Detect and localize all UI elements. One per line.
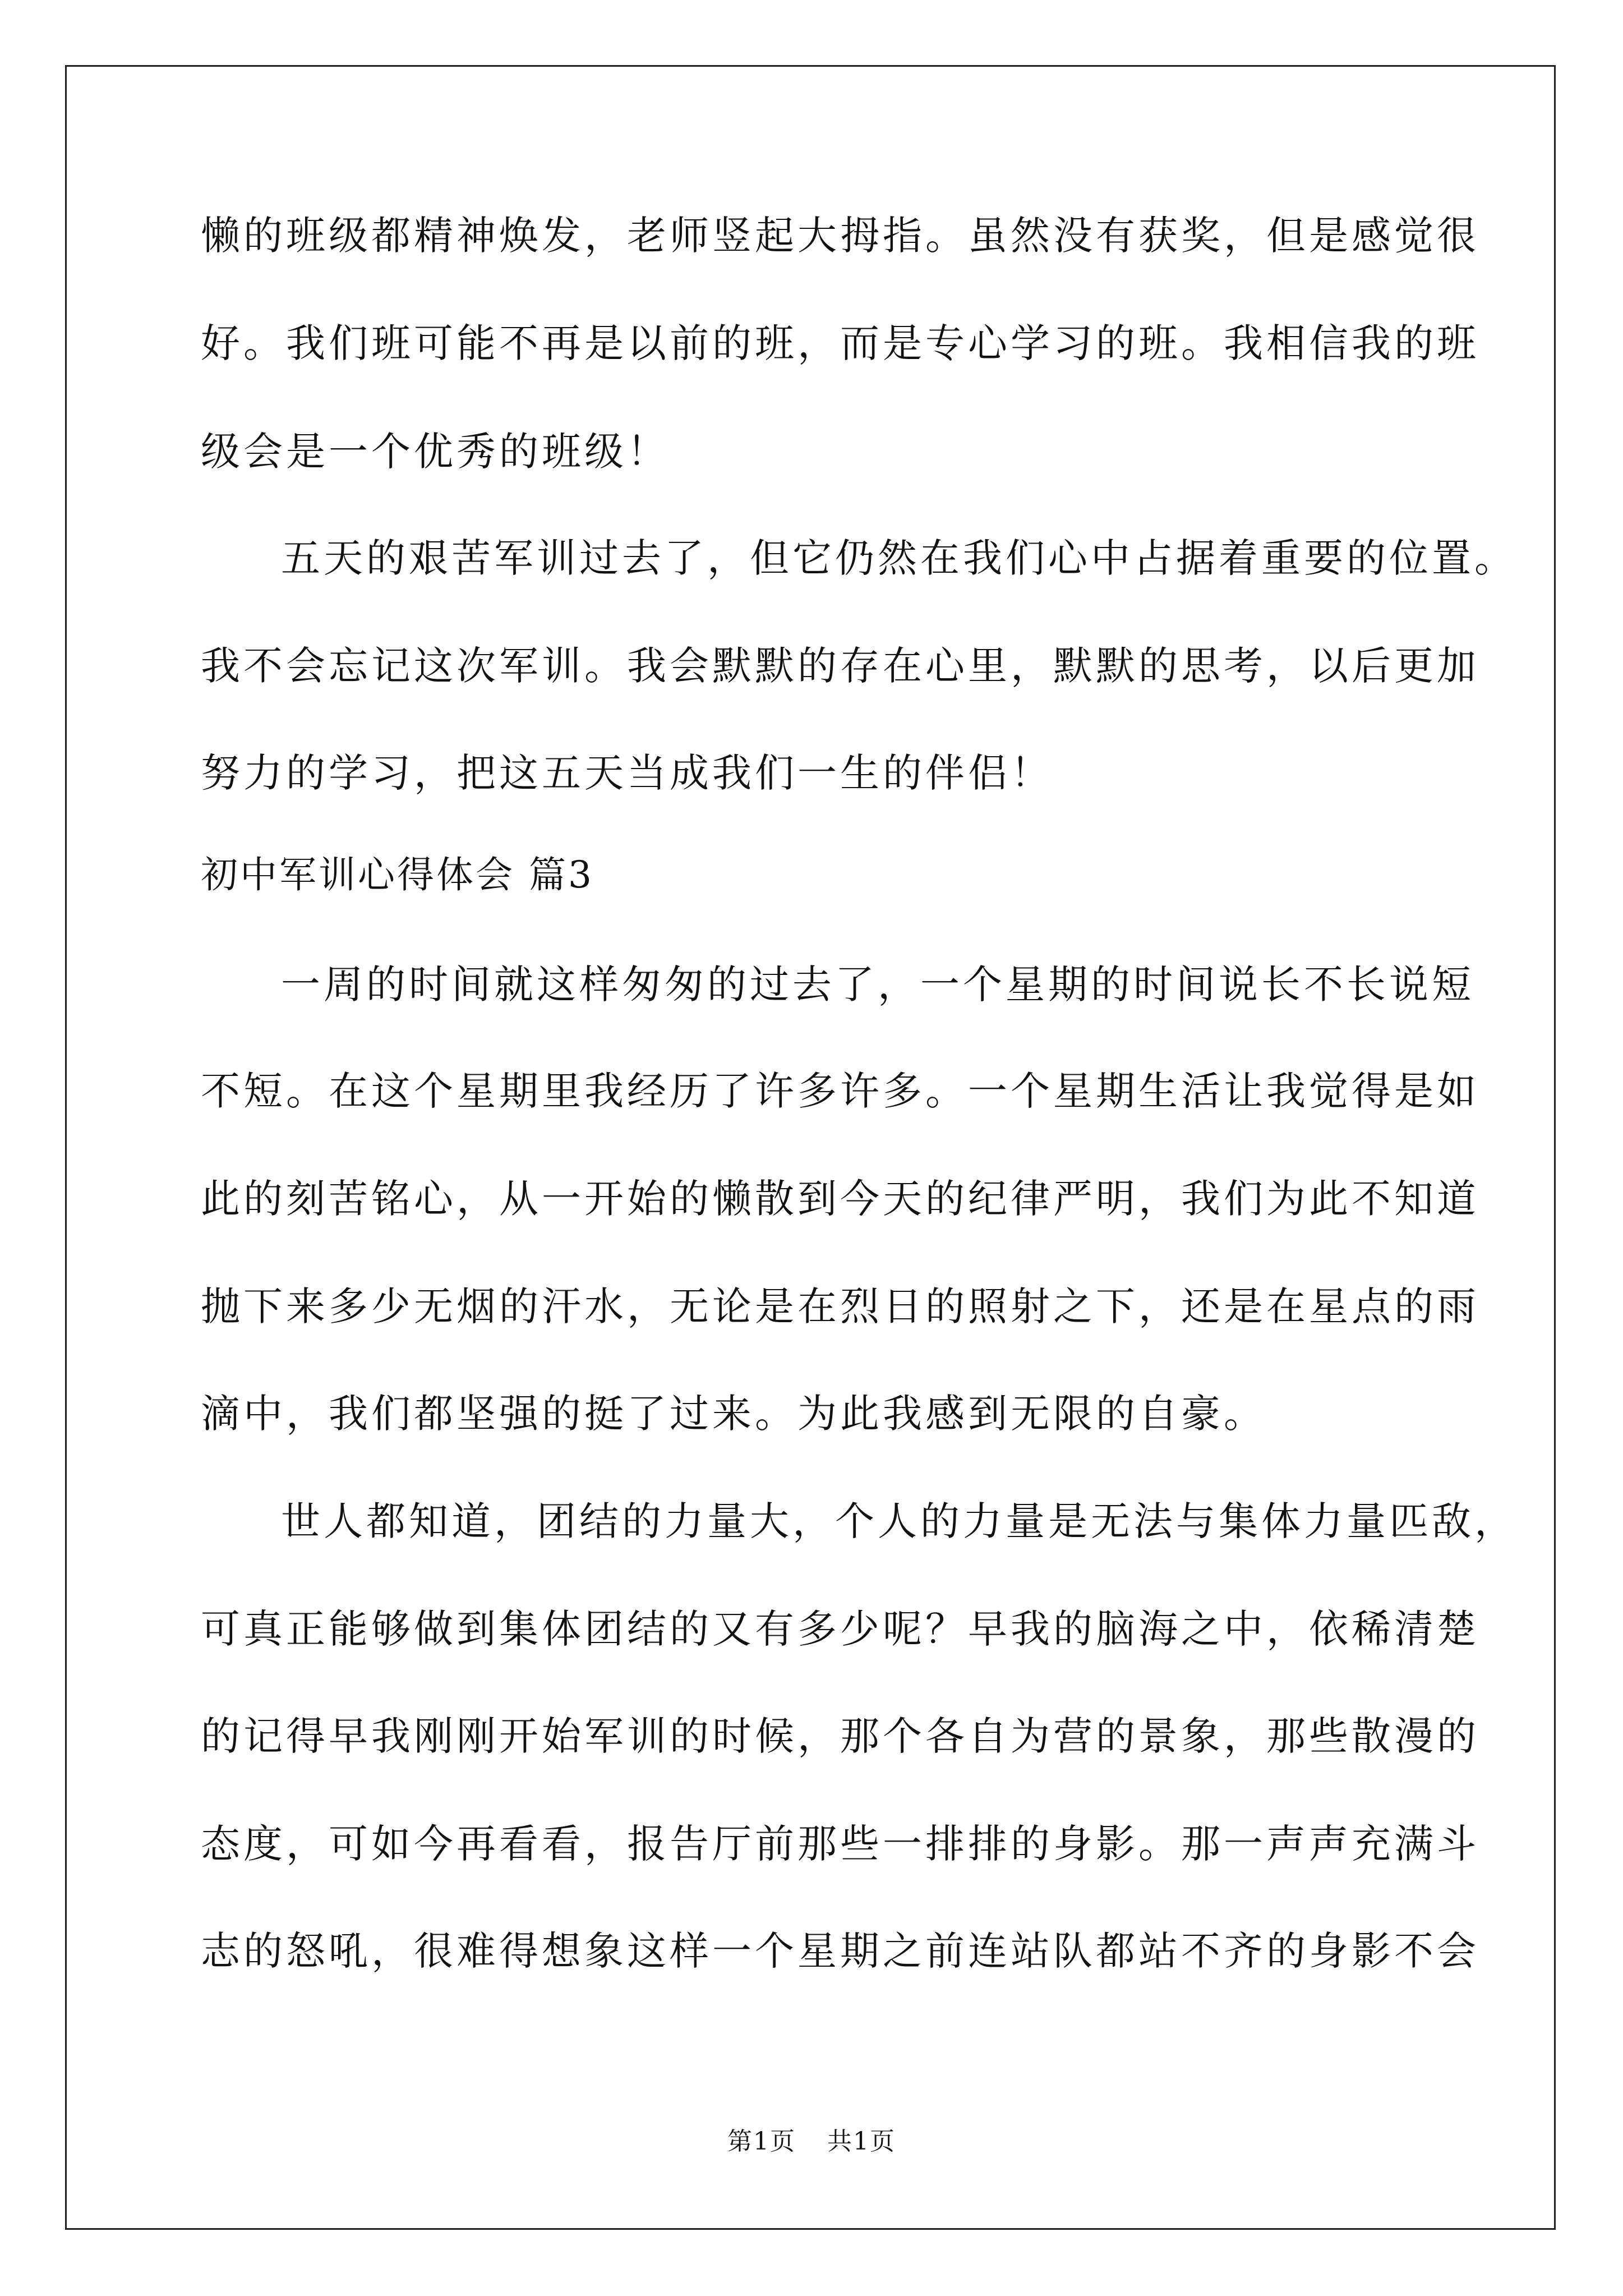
text-line: 我不会忘记这次军训。我会默默的存在心里，默默的思考，以后更加 <box>201 643 1479 689</box>
section-heading: 初中军训心得体会 篇3 <box>201 853 594 896</box>
text-line: 可真正能够做到集体团结的又有多少呢？早我的脑海之中，依稀清楚 <box>201 1606 1479 1652</box>
text-line: 级会是一个优秀的班级！ <box>201 429 670 475</box>
text-line: 不短。在这个星期里我经历了许多许多。一个星期生活让我觉得是如 <box>201 1068 1479 1114</box>
page-footer <box>0 2125 1623 2159</box>
text-line: 世人都知道，团结的力量大，个人的力量是无法与集体力量匹敌， <box>281 1498 1517 1544</box>
text-line: 抛下来多少无烟的汗水，无论是在烈日的照射之下，还是在星点的雨 <box>201 1283 1479 1329</box>
text-line: 此的刻苦铭心，从一开始的懒散到今天的纪律严明，我们为此不知道 <box>201 1176 1479 1222</box>
page-total: 共1页 <box>827 2127 896 2156</box>
text-line: 一周的时间就这样匆匆的过去了，一个星期的时间说长不长说短 <box>281 961 1474 1007</box>
text-line: 好。我们班可能不再是以前的班，而是专心学习的班。我相信我的班 <box>201 320 1479 366</box>
text-line: 志的怒吼，很难得想象这样一个星期之前连站队都站不齐的身影不会 <box>201 1928 1479 1974</box>
text-line: 努力的学习，把这五天当成我们一生的伴侣！ <box>201 750 1053 796</box>
text-line: 懒的班级都精神焕发，老师竖起大拇指。虽然没有获奖，但是感觉很 <box>201 213 1479 259</box>
text-line: 态度，可如今再看看，报告厅前那些一排排的身影。那一声声充满斗 <box>201 1821 1479 1867</box>
text-line: 的记得早我刚刚开始军训的时候，那个各自为营的景象，那些散漫的 <box>201 1713 1479 1759</box>
page-number: 第1页 <box>727 2127 796 2156</box>
page-border <box>65 65 1556 2230</box>
text-line: 滴中，我们都坚强的挺了过来。为此我感到无限的自豪。 <box>201 1391 1266 1437</box>
text-line: 五天的艰苦军训过去了，但它仍然在我们心中占据着重要的位置。 <box>281 535 1517 581</box>
